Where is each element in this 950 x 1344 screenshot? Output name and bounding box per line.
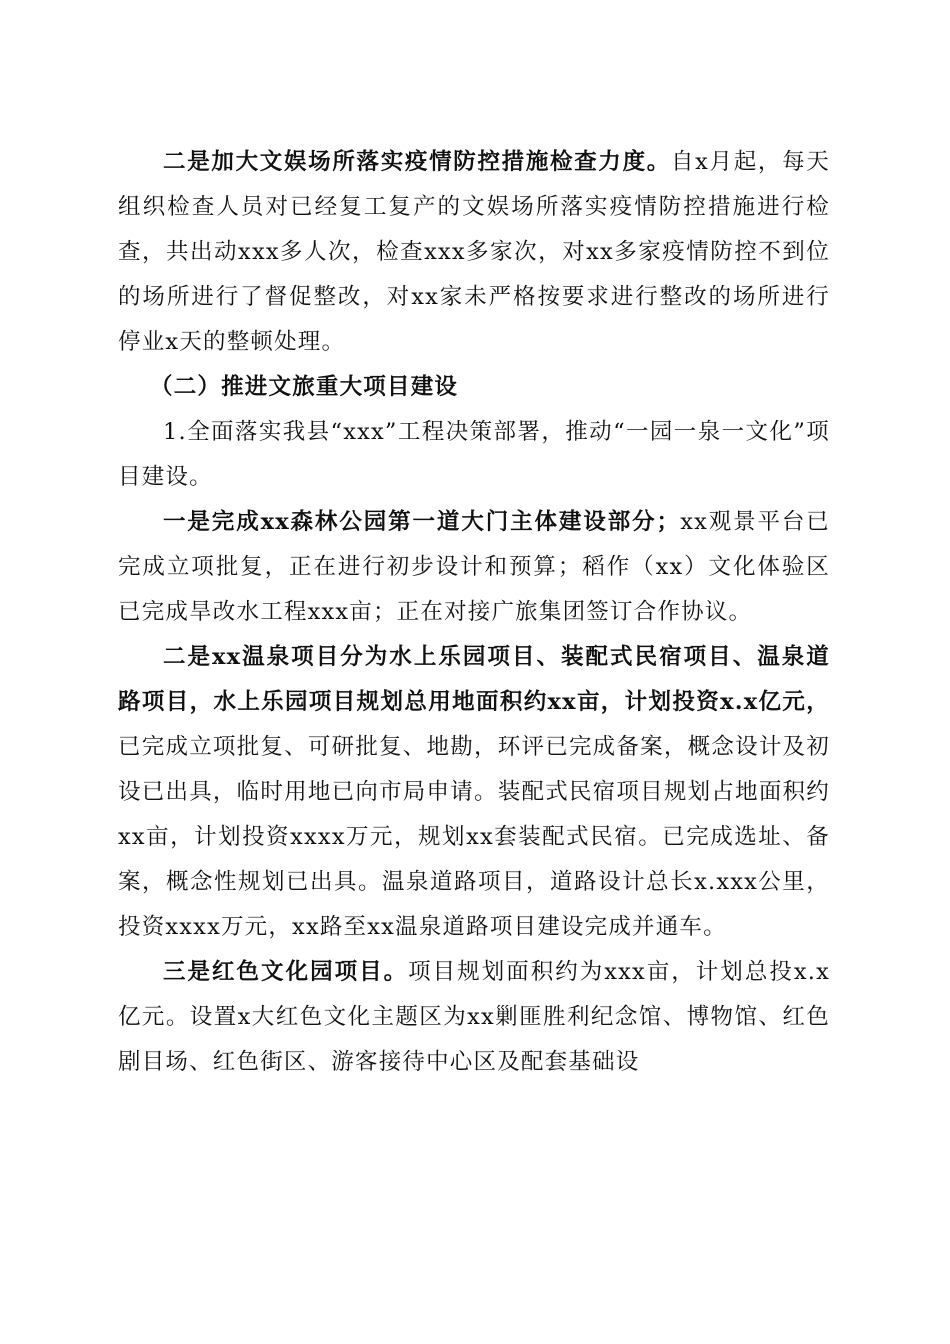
paragraph-text: xx观景平台已完成立项批复，正在进行初步设计和预算；稻作（xx）文化体验区已完成旱改水工程xxx亩；正在对接广旅集团签订合作协议。 — [118, 509, 830, 625]
paragraph-project-deployment — [118, 410, 830, 500]
paragraph-red-culture-park — [118, 950, 830, 1085]
paragraph-lead: 二是xx温泉项目分为水上乐园项目、装配式民宿项目、温泉道路项目，水上乐园项目规划总用地面积约xx亩，计划投资x.x亿元， — [118, 644, 830, 715]
paragraph-lead: 一是完成xx森林公园第一道大门主体建设部分； — [163, 509, 681, 535]
paragraph-hot-spring — [118, 635, 830, 950]
paragraph-text: 已完成立项批复、可研批复、地勘，环评已完成备案，概念设计及初设已出具，临时用地已向市局申请。装配式民宿项目规划占地面积约xx亩，计划投资xxxx万元，规划xx套装配式民宿。已完成选址、备案，概念性规划已出具。温泉道路项目，道路设计总长x.xxx公里，投资xxxx万元，xx路至xx温泉道路项目建设完成并通车。 — [118, 734, 830, 940]
paragraph-forest-park — [118, 500, 830, 635]
section-heading: （二）推进文旅重大项目建设 — [150, 374, 459, 400]
document-body — [118, 140, 830, 1085]
paragraph-culture-venue-inspection — [118, 140, 830, 365]
paragraph-text: 项目规划面积约为xxx亩，计划总投x.x亿元。设置x大红色文化主题区为xx剿匪胜利纪念馆、博物馆、红色剧目场、红色街区、游客接待中心区及配套基础设 — [118, 959, 830, 1075]
paragraph-text: 1.全面落实我县“xxx”工程决策部署，推动“一园一泉一文化”项目建设。 — [118, 419, 830, 490]
paragraph-lead: 二是加大文娱场所落实疫情防控措施检查力度。 — [163, 149, 671, 175]
paragraph-text: 自x月起，每天组织检查人员对已经复工复产的文娱场所落实疫情防控措施进行检查，共出动xxx多人次，检查xxx多家次，对xx多家疫情防控不到位的场所进行了督促整改，对xx家未严格按要求进行整改的场所进行停业x天的整顿处理。 — [118, 149, 831, 355]
paragraph-lead: 三是红色文化园项目。 — [163, 959, 409, 985]
